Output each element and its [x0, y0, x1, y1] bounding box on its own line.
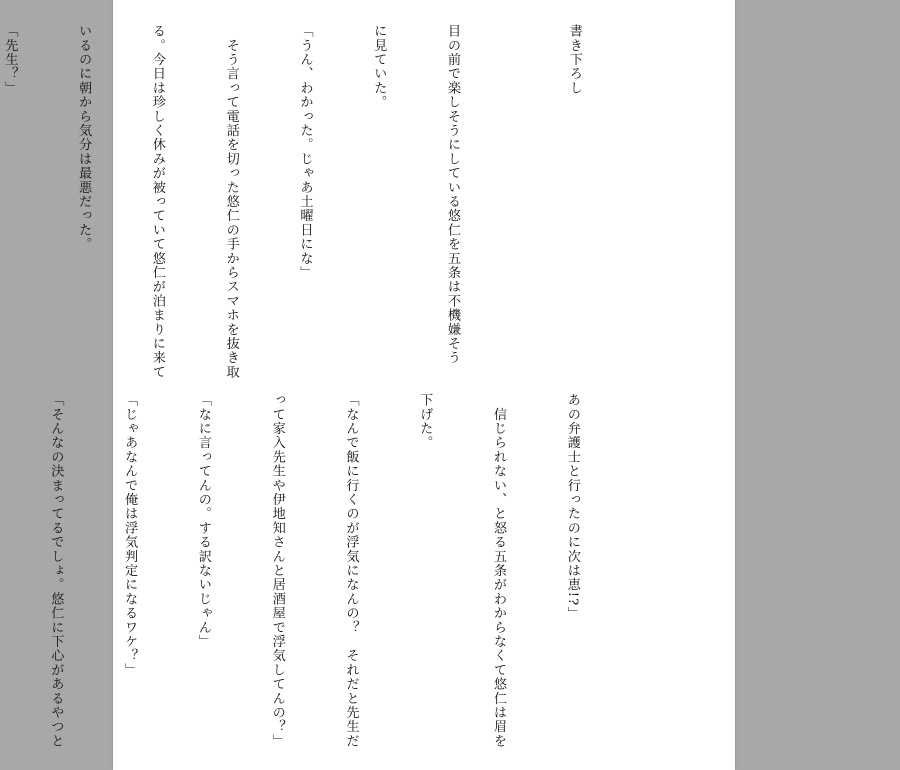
document-page	[2, 0, 735, 770]
text-line: 「なに言ってんの。する訳ないじゃん」	[195, 393, 211, 649]
top-text-block	[0, 24, 635, 379]
text-line: あの弁護士と行ったのに次は恵!?」	[564, 393, 580, 621]
text-line: 「じゃあなんで俺は浮気判定になるワケ？」	[122, 393, 138, 677]
text-line: る。今日は珍しく休みが被っていて悠仁が泊まりに来て	[149, 24, 165, 379]
text-line: って家入先生や伊地知さんと居酒屋で浮気してんの？」	[269, 393, 285, 748]
text-line: いるのに朝から気分は最悪だった。	[76, 24, 92, 252]
text-line: 目の前で楽しそうにしている悠仁を五条は不機嫌そう	[445, 24, 461, 365]
text-line: 「先生？」	[2, 24, 18, 95]
text-line: に見ていた。	[371, 24, 387, 110]
bottom-text-block	[0, 393, 633, 753]
text-line: 下げた。	[417, 393, 433, 450]
text-line: 信じられない、と怒る五条がわからなくて悠仁は眉を	[491, 393, 507, 748]
page-title: 書き下ろし	[566, 24, 582, 95]
text-line: そう言って電話を切った悠仁の手からスマホを抜き取	[223, 24, 239, 379]
text-line: 「そんなの決まってるでしょ。悠仁に下心があるやつと	[48, 393, 64, 748]
text-line: 「なんで飯に行くのが浮気になんの？ それだと先生だ	[343, 393, 359, 748]
text-line: 「うん、わかった。じゃあ土曜日にな」	[297, 24, 313, 280]
